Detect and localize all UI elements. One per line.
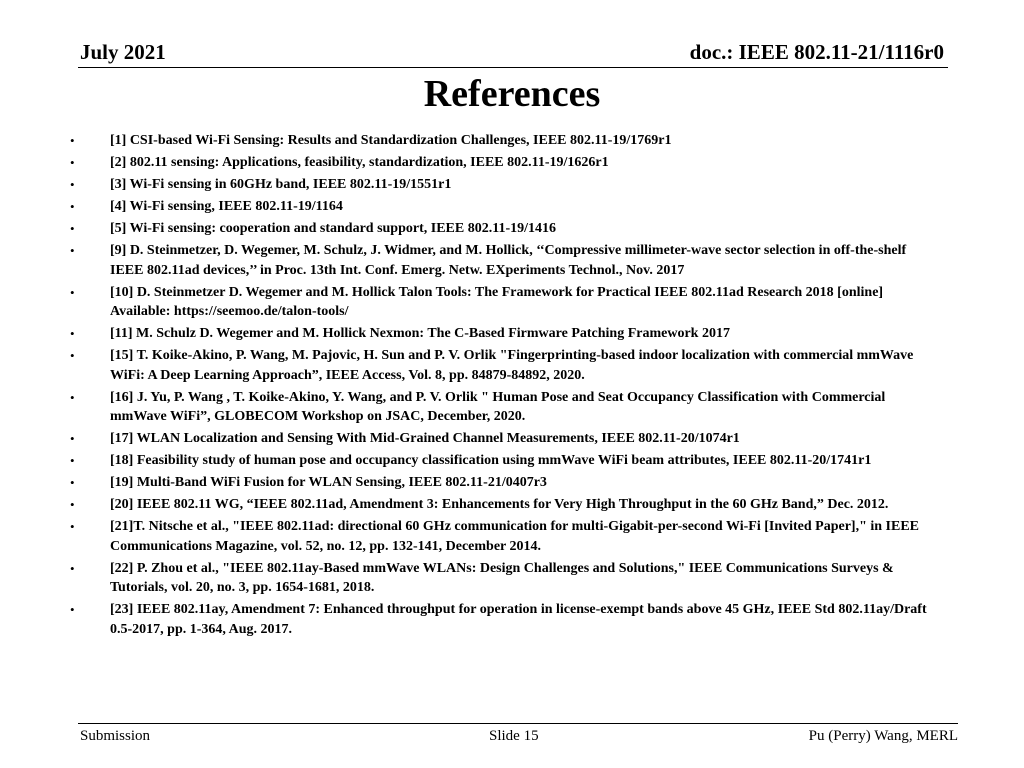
reference-item bbox=[62, 495, 942, 515]
bullet-icon: • bbox=[70, 133, 75, 148]
reference-item bbox=[62, 153, 942, 173]
reference-item bbox=[62, 131, 942, 151]
reference-list bbox=[62, 131, 942, 642]
footer-author: Pu (Perry) Wang, MERL bbox=[808, 728, 958, 744]
reference-item bbox=[62, 197, 942, 217]
bullet-icon: • bbox=[70, 177, 75, 192]
footer-submission: Submission bbox=[80, 728, 151, 744]
reference-text: [1] CSI-based Wi-Fi Sensing: Results and Standardization Challenges, IEEE 802.11-19/1769r1 bbox=[110, 133, 672, 148]
bullet-icon: • bbox=[70, 243, 75, 258]
bullet-icon: • bbox=[70, 389, 75, 405]
reference-item bbox=[62, 429, 942, 449]
bullet-icon: • bbox=[70, 475, 75, 490]
slide-title: References bbox=[423, 73, 601, 115]
reference-item bbox=[62, 451, 942, 471]
reference-item bbox=[62, 559, 942, 598]
bullet-icon: • bbox=[70, 284, 75, 300]
reference-text: [21]T. Nitsche et al., "IEEE 802.11ad: directional 60 GHz communication for multi-Gigabit-per-second Wi-Fi [Invited Paper]," in IEEE Communications Magazine, vol. 52, no. 12, pp. 132-141, December 2014. bbox=[110, 519, 919, 554]
reference-item bbox=[62, 388, 942, 427]
footer-slide-number: Slide 15 bbox=[489, 728, 539, 744]
reference-item bbox=[62, 346, 942, 385]
bullet-icon: • bbox=[70, 560, 75, 576]
reference-text: [11] M. Schulz D. Wegemer and M. Hollick Nexmon: The C-Based Firmware Patching Framework 2017 bbox=[110, 326, 730, 341]
reference-item bbox=[62, 283, 942, 322]
reference-item bbox=[62, 219, 942, 239]
reference-item bbox=[62, 175, 942, 195]
reference-text: [18] Feasibility study of human pose and occupancy classification using mmWave WiFi beam attributes, IEEE 802.11-20/1741r1 bbox=[110, 453, 872, 468]
reference-text: [16] J. Yu, P. Wang , T. Koike-Akino, Y. Wang, and P. V. Orlik " Human Pose and Seat Occupancy Classification with Commercial mmWave WiFi”, GLOBECOM Workshop on JSAC, December, 2020. bbox=[110, 389, 886, 424]
reference-text: [17] WLAN Localization and Sensing With Mid-Grained Channel Measurements, IEEE 802.11-20/1074r1 bbox=[110, 431, 740, 446]
bullet-icon: • bbox=[70, 497, 75, 512]
bullet-icon: • bbox=[70, 155, 75, 170]
reference-text: [9] D. Steinmetzer, D. Wegemer, M. Schulz, J. Widmer, and M. Hollick, ‘‘Compressive millimeter-wave sector selection in off-the-shelf IEEE 802.11ad devices,’’ in Proc. 13th Int. Conf. Emerg. Netw. EXperiments Technol., Nov. 2017 bbox=[110, 243, 907, 278]
bullet-icon: • bbox=[70, 326, 75, 341]
bullet-icon: • bbox=[70, 431, 75, 446]
header-date: July 2021 bbox=[80, 40, 166, 64]
header-divider bbox=[78, 67, 948, 68]
reference-text: [3] Wi-Fi sensing in 60GHz band, IEEE 802.11-19/1551r1 bbox=[110, 177, 452, 192]
bullet-icon: • bbox=[70, 519, 75, 534]
header-doc-id: doc.: IEEE 802.11-21/1116r0 bbox=[689, 40, 944, 64]
reference-item bbox=[62, 517, 942, 556]
reference-text: [20] IEEE 802.11 WG, “IEEE 802.11ad, Amendment 3: Enhancements for Very High Throughput in the 60 GHz Band,” Dec. 2012. bbox=[110, 497, 889, 512]
bullet-icon: • bbox=[70, 199, 75, 214]
reference-item bbox=[62, 241, 942, 280]
reference-text: [19] Multi-Band WiFi Fusion for WLAN Sensing, IEEE 802.11-21/0407r3 bbox=[110, 475, 547, 490]
reference-text: [23] IEEE 802.11ay, Amendment 7: Enhanced throughput for operation in license-exempt bands above 45 GHz, IEEE Std 802.11ay/Draft 0.5-2017, pp. 1-364, Aug. 2017. bbox=[110, 602, 927, 637]
reference-text: [5] Wi-Fi sensing: cooperation and standard support, IEEE 802.11-19/1416 bbox=[110, 221, 556, 236]
bullet-icon: • bbox=[70, 453, 75, 468]
reference-item bbox=[62, 600, 942, 639]
reference-item bbox=[62, 324, 942, 344]
reference-text: [10] D. Steinmetzer D. Wegemer and M. Hollick Talon Tools: The Framework for Practical IEEE 802.11ad Research 2018 [online] Available: https://seemoo.de/talon-tools/ bbox=[110, 284, 884, 319]
reference-text: [15] T. Koike-Akino, P. Wang, M. Pajovic, H. Sun and P. V. Orlik "Fingerprinting-based indoor localization with commercial mmWave WiFi: A Deep Learning Approach”, IEEE Access, Vol. 8, pp. 84879-84892, 2020. bbox=[110, 348, 914, 383]
reference-text: [4] Wi-Fi sensing, IEEE 802.11-19/1164 bbox=[110, 199, 343, 214]
footer-divider bbox=[78, 723, 958, 724]
bullet-icon: • bbox=[70, 221, 75, 236]
reference-text: [2] 802.11 sensing: Applications, feasibility, standardization, IEEE 802.11-19/1626r1 bbox=[110, 155, 609, 170]
bullet-icon: • bbox=[70, 602, 75, 617]
bullet-icon: • bbox=[70, 348, 75, 363]
reference-item bbox=[62, 473, 942, 493]
reference-text: [22] P. Zhou et al., "IEEE 802.11ay-Based mmWave WLANs: Design Challenges and Solutions," IEEE Communications Surveys & Tutorials, vol. 20, no. 3, pp. 1654-1681, 2018. bbox=[110, 560, 894, 595]
